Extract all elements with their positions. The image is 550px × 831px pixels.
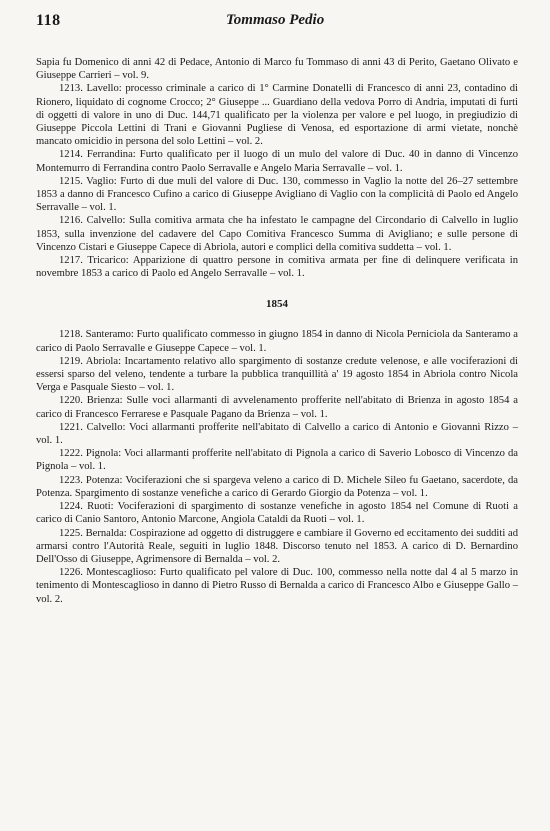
entry-1215: 1215. Vaglio: Furto di due muli del valore di Duc. 130, commesso in Vaglio la notte del 26–27 settembre 1853 a danno di Francesco Cufino a carico di Giuseppe Avigliano di Vaglio con la complicità di Paolo ed Angelo Serravalle – vol. 1. <box>36 175 518 214</box>
entry-1221: 1221. Calvello: Voci allarmanti profferite nell'abitato di Calvello a carico di Antonio e Giovanni Rizzo – vol. 1. <box>36 421 518 447</box>
entry-1224: 1224. Ruoti: Vociferazioni di spargimento di sostanze venefiche in agosto 1854 nel Comune di Ruoti a carico di Canio Santoro, Antonio Marcone, Angiola Cataldi da Ruoti – vol. 1. <box>36 501 518 526</box>
page-header <box>36 12 518 34</box>
entry-1226: 1226. Montescaglioso: Furto qualificato pel valore di Duc. 100, commesso nella notte dal 4 al 5 marzo in tenimento di Montescaglioso in danno di Pietro Russo di Bernalda a carico di Francesco Albo e Giuseppe Gallo – vol. 2. <box>36 567 518 605</box>
entry-1225: 1225. Bernalda: Cospirazione ad oggetto di distruggere e cambiare il Governo ed eccitamento dei sudditi ad armarsi contro l'Autorità Reale, seguiti in luglio 1848. Discorso tenuto nel 1853. A carico di D. Bernardino Dell'Osso di Giuseppe, Agrimensore di Bernalda – vol. 2. <box>36 527 518 565</box>
year-heading: 1854 <box>266 298 288 311</box>
entry-1219: 1219. Abriola: Incartamento relativo allo spargimento di sostanze credute velenose, e alle vociferazioni di essersi sparso del veleno, tendente a turbare la pubblica tranquillità a' 19 agosto 1854 in Abriola contro Nicola Verga e Pasquale Siesto – vol. 1. <box>36 355 518 394</box>
entry-1223: 1223. Potenza: Vociferazioni che si spargeva veleno a carico di D. Michele Sileo fu Gaetano, sacerdote, da Potenza. Spargimento di sostanze venefiche a carico di Gerardo Giorgio da Potenza – vol. 1. <box>36 474 518 499</box>
entry-1220: 1220. Brienza: Sulle voci allarmanti di avvelenamento profferite nell'abitato di Brienza in agosto 1854 a carico di Francesco Ferrarese e Pasquale Pagano da Brienza – vol. 1. <box>36 395 518 420</box>
entry-1213: 1213. Lavello: processo criminale a carico di 1° Carmine Donatelli di Francesco di anni 23, contadino di Rionero, liquidato di cognome Crocco; 2° Giuseppe ... Guardiano della vedova Porro di Andria, imputati di furti di oggetti di valore in uno di Duc. 144,71 qualificato per la violenza per valore e pel luogo, in pregiudizio di Giuseppe Piccola Lettini di Trani e Giovanni Pugliese di Venosa, ed esportazione di armi vietate, nonchè mancato omicidio in persona del solo Lettini – vol. 2. <box>36 83 518 148</box>
entry-1222: 1222. Pignola: Voci allarmanti profferite nell'abitato di Pignola a carico di Saverio Lobosco di Vincenzo da Pignola – vol. 1. <box>36 448 518 473</box>
entry-1218: 1218. Santeramo: Furto qualificato commesso in giugno 1854 in danno di Nicola Perniciola da Santeramo a carico di Paolo Serravalle e Giuseppe Capece – vol. 1. <box>36 329 518 354</box>
entry-1217: 1217. Tricarico: Apparizione di quattro persone in comitiva armata per fine di delinquere verificata in novembre 1853 a carico di Paolo ed Angelo Serravalle – vol. 1. <box>36 255 518 280</box>
entries-1853 <box>36 56 518 280</box>
book-page <box>36 12 518 606</box>
page-number: 118 <box>36 12 61 29</box>
entry-1216: 1216. Calvello: Sulla comitiva armata che ha infestato le campagne del Circondario di Calvello in luglio 1853, sulla invenzione del cadavere del Capo Comitiva Francesco Summa di Avigliano; e sulle persone di Vincenzo Cistari e Giuseppe Capece di Abriola, autori e complici della comitiva suddetta – vol. 1. <box>36 215 518 253</box>
continued-paragraph: Sapia fu Domenico di anni 42 di Pedace, Antonio di Marco fu Tommaso di anni 43 di Perito, Gaetano Olivato e Giuseppe Carrieri – vol. 9. <box>36 57 518 82</box>
entry-1214: 1214. Ferrandina: Furto qualificato per il luogo di un mulo del valore di Duc. 40 in danno di Vincenzo Montemurro di Ferrandina contro Paolo Serravalle e Angelo Maria Serravalle – vol. 1. <box>36 149 518 174</box>
running-head: Tommaso Pedio <box>226 12 325 28</box>
entries-1854 <box>36 328 518 605</box>
